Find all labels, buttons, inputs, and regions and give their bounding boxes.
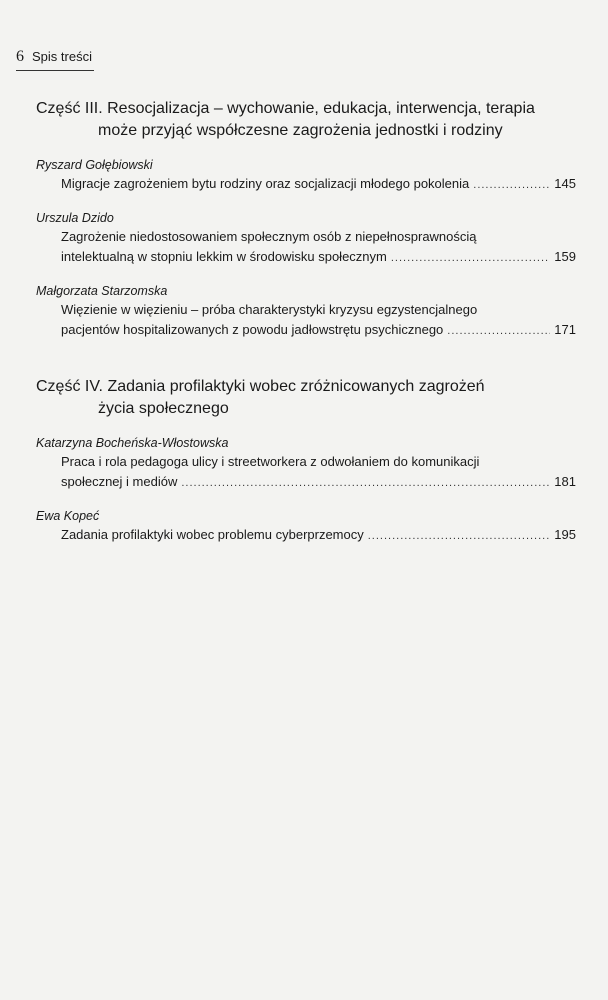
- part-title-line1: Część IV. Zadania profilaktyki wobec zróżnicowanych zagrożeń: [36, 378, 485, 395]
- toc-entry-title-cont: społecznej i mediów: [61, 474, 178, 489]
- section-title: Spis treści: [32, 49, 92, 64]
- leader-dots: [368, 526, 551, 546]
- toc-entry-title: Więzienie w więzieniu – próba charakterystyki kryzysu egzystencjalnego: [61, 302, 478, 317]
- toc-part-3: [36, 98, 576, 341]
- toc-entry[interactable]: [61, 452, 576, 493]
- toc-entry-title: Zadania profilaktyki wobec problemu cyberprzemocy: [61, 527, 364, 542]
- toc-part-4: [36, 376, 576, 546]
- toc-page-number: 181: [554, 474, 576, 489]
- toc-entry-title: Praca i rola pedagoga ulicy i streetworkera z odwołaniem do komunikacji: [61, 454, 480, 469]
- toc-page-number: 171: [554, 322, 576, 337]
- running-header: [16, 48, 92, 66]
- part-title-line2: życia społecznego: [98, 400, 229, 417]
- toc-page-number: 145: [554, 176, 576, 191]
- toc-entry[interactable]: [61, 227, 576, 268]
- part-title-line2: może przyjąć współczesne zagrożenia jednostki i rodziny: [98, 122, 503, 139]
- part-title: [36, 376, 576, 420]
- toc-author: Ryszard Gołębiowski: [36, 158, 153, 172]
- toc-author: Urszula Dzido: [36, 211, 114, 225]
- page-number: 6: [16, 48, 24, 65]
- leader-dots: [447, 321, 550, 341]
- toc-entry-title: Migracje zagrożeniem bytu rodziny oraz socjalizacji młodego pokolenia: [61, 176, 470, 191]
- header-rule: [16, 70, 94, 71]
- part-title: [36, 98, 576, 142]
- toc-entry[interactable]: [61, 525, 576, 546]
- toc-entry-title: Zagrożenie niedostosowaniem społecznym osób z niepełnosprawnością: [61, 229, 477, 244]
- toc-page-number: 159: [554, 249, 576, 264]
- toc-page-number: 195: [554, 527, 576, 542]
- toc-author: Małgorzata Starzomska: [36, 284, 168, 298]
- leader-dots: [473, 175, 550, 195]
- leader-dots: [181, 473, 550, 493]
- leader-dots: [391, 248, 550, 268]
- toc-entry[interactable]: [61, 300, 576, 341]
- part-title-line1: Część III. Resocjalizacja – wychowanie, edukacja, interwencja, terapia: [36, 100, 535, 117]
- toc-entry-title-cont: intelektualną w stopniu lekkim w środowisku społecznym: [61, 249, 387, 264]
- toc-author: Katarzyna Bocheńska-Włostowska: [36, 436, 229, 450]
- toc-author: Ewa Kopeć: [36, 509, 100, 523]
- toc-entry-title-cont: pacjentów hospitalizowanych z powodu jadłowstrętu psychicznego: [61, 322, 444, 337]
- toc-entry[interactable]: [61, 174, 576, 195]
